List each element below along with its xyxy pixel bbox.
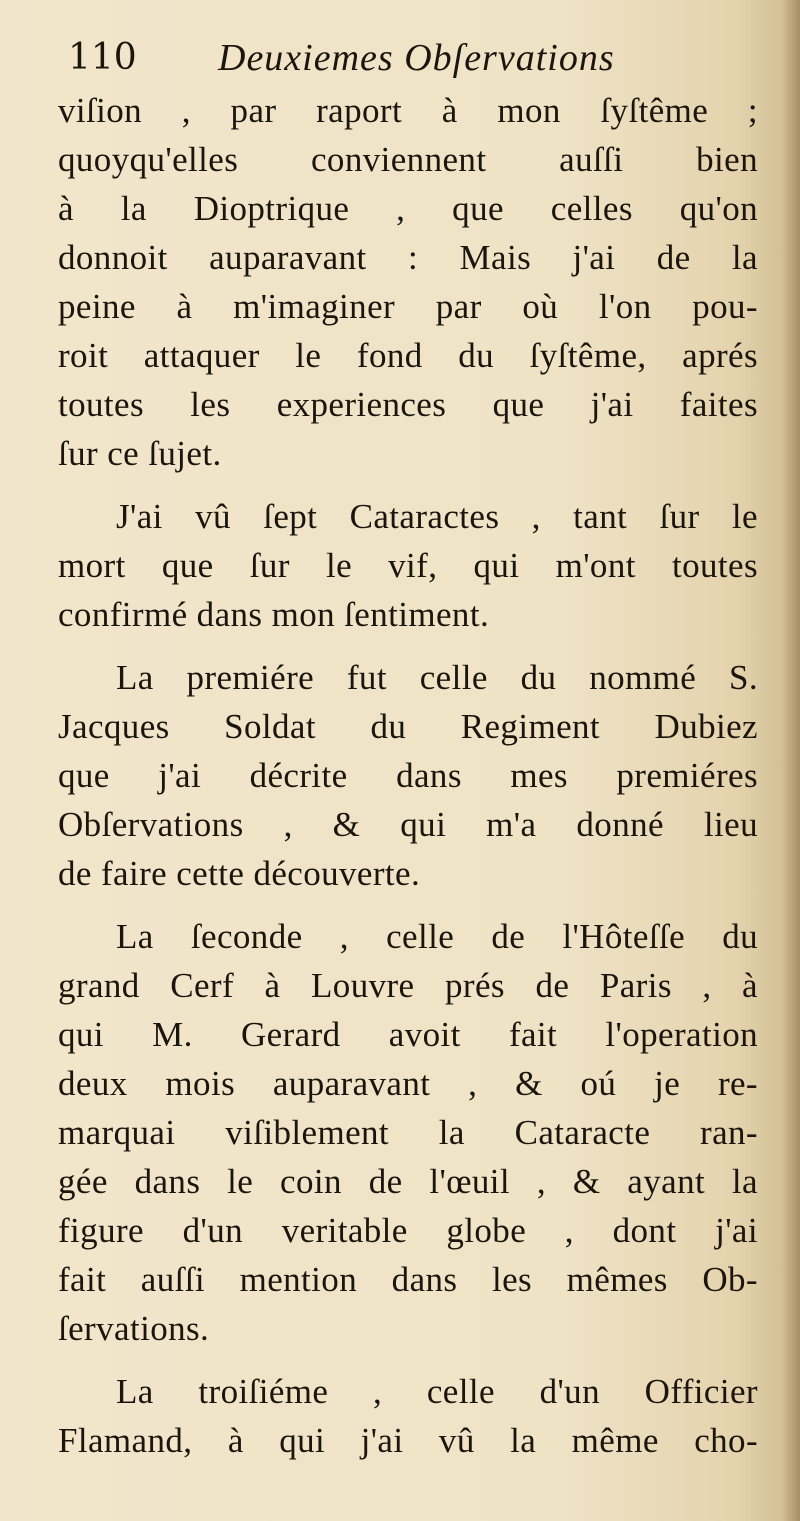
text-line: Obſervations , & qui m'a donné lieu xyxy=(58,805,758,844)
text-line: grand Cerf à Louvre prés de Paris , à xyxy=(58,966,758,1005)
text-line: J'ai vû ſept Cataractes , tant ſur le xyxy=(116,497,758,536)
text-line: La troiſiéme , celle d'un Officier xyxy=(116,1372,758,1411)
text-line: qui M. Gerard avoit fait l'operation xyxy=(58,1015,758,1054)
page-gutter-shadow xyxy=(782,0,800,1521)
body-text xyxy=(58,86,758,1465)
text-line: gée dans le coin de l'œuil , & ayant la xyxy=(58,1162,758,1201)
text-line: quoyqu'elles conviennent auſſi bien xyxy=(58,140,758,179)
text-line: que j'ai décrite dans mes premiéres xyxy=(58,756,758,795)
text-line: viſion , par raport à mon ſyſtême ; xyxy=(58,91,758,130)
running-head: Deuxiemes Obſervations xyxy=(218,37,615,79)
text-line: La ſeconde , celle de l'Hôteſſe du xyxy=(116,917,758,956)
text-line: Jacques Soldat du Regiment Dubiez xyxy=(58,707,758,746)
page-number: 110 xyxy=(68,37,137,78)
text-line: marquai viſiblement la Cataracte ran- xyxy=(58,1113,758,1152)
text-line: donnoit auparavant : Mais j'ai de la xyxy=(58,238,758,277)
text-line: peine à m'imaginer par où l'on pou- xyxy=(58,287,758,326)
page-header xyxy=(68,30,728,90)
text-line: mort que ſur le vif, qui m'ont toutes xyxy=(58,546,758,585)
paragraph-1 xyxy=(58,86,758,478)
text-line: La premiére fut celle du nommé S. xyxy=(116,658,758,697)
text-line: toutes les experiences que j'ai faites xyxy=(58,385,758,424)
paragraph-4 xyxy=(58,912,758,1353)
text-line: confirmé dans mon ſentiment. xyxy=(58,595,490,634)
text-line: figure d'un veritable globe , dont j'ai xyxy=(58,1211,758,1250)
text-line: ſervations. xyxy=(58,1309,210,1348)
paragraph-2 xyxy=(58,492,758,639)
paragraph-5 xyxy=(58,1367,758,1465)
text-line: ſur ce ſujet. xyxy=(58,434,222,473)
text-line: deux mois auparavant , & oú je re- xyxy=(58,1064,758,1103)
text-line: fait auſſi mention dans les mêmes Ob- xyxy=(58,1260,758,1299)
paragraph-3 xyxy=(58,653,758,898)
text-line: à la Dioptrique , que celles qu'on xyxy=(58,189,758,228)
text-line: roit attaquer le fond du ſyſtême, aprés xyxy=(58,336,758,375)
text-line: Flamand, à qui j'ai vû la même cho- xyxy=(58,1421,758,1460)
text-line: de faire cette découverte. xyxy=(58,854,421,893)
